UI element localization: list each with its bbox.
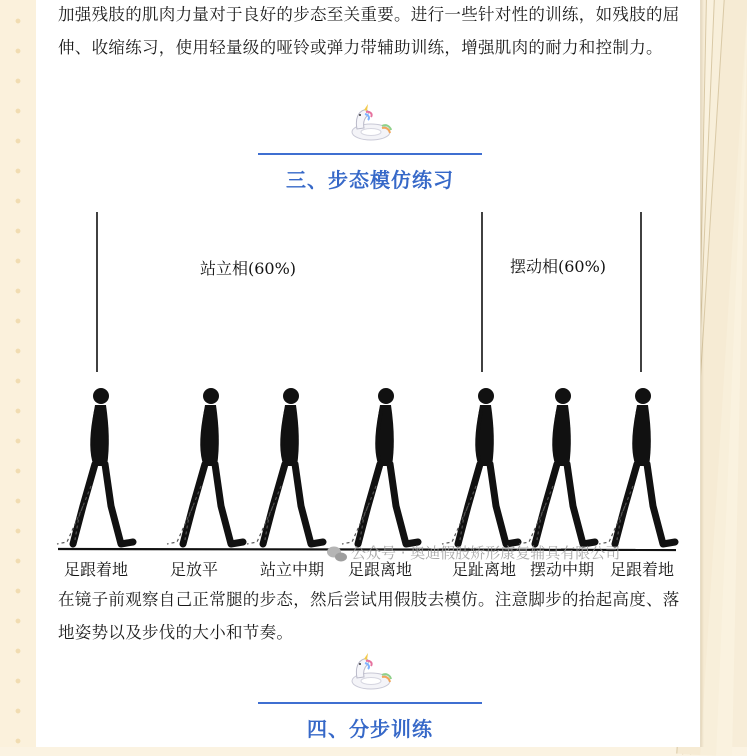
- gait-label: 足跟着地: [64, 560, 129, 579]
- walker-figure: [442, 388, 518, 544]
- practice-paragraph: 在镜子前观察自己正常腿的步态，然后尝试用假肢去模仿。注意脚步的抬起高度、落地姿势以及步伐的大小和节奏。: [58, 590, 680, 642]
- walker-figure: [247, 388, 323, 544]
- intro-paragraph: 加强残肢的肌肉力量对于良好的步态至关重要。进行一些针对性的训练，如残肢的屈伸、收缩练习，使用轻量级的哑铃或弹力带辅助训练，增强肌肉的耐力和控制力。: [58, 5, 680, 57]
- swing-phase-label: 摆动相(60%): [510, 257, 607, 276]
- gait-label: 足趾离地: [452, 560, 517, 579]
- paper-edge: [700, 0, 747, 747]
- gait-label: 摆动中期: [530, 560, 595, 579]
- section-divider: [258, 153, 482, 155]
- gait-label: 足跟离地: [348, 560, 413, 579]
- walker-figure: [57, 388, 133, 544]
- article-card: [36, 0, 701, 747]
- section-title: 三、步态模仿练习: [286, 168, 454, 192]
- section-title: 四、分步训练: [307, 717, 433, 741]
- dotted-border: [0, 0, 36, 747]
- gait-label: 站立中期: [260, 560, 325, 579]
- walker-figure: [519, 388, 595, 544]
- walker-figure: [167, 388, 243, 544]
- walker-figure: [599, 388, 675, 544]
- gait-cycle-diagram: [36, 200, 700, 586]
- watermark-text: 公众号 · 奥迪假肢矫形康复辅具有限公司: [351, 544, 621, 562]
- walker-figure: [342, 388, 418, 544]
- gait-label: 足放平: [170, 560, 219, 579]
- stance-phase-label: 站立相(60%): [200, 259, 297, 278]
- unicorn-float-icon: [349, 104, 393, 144]
- section-divider: [258, 702, 482, 704]
- unicorn-float-icon: [349, 653, 393, 693]
- gait-label: 足跟着地: [610, 560, 675, 579]
